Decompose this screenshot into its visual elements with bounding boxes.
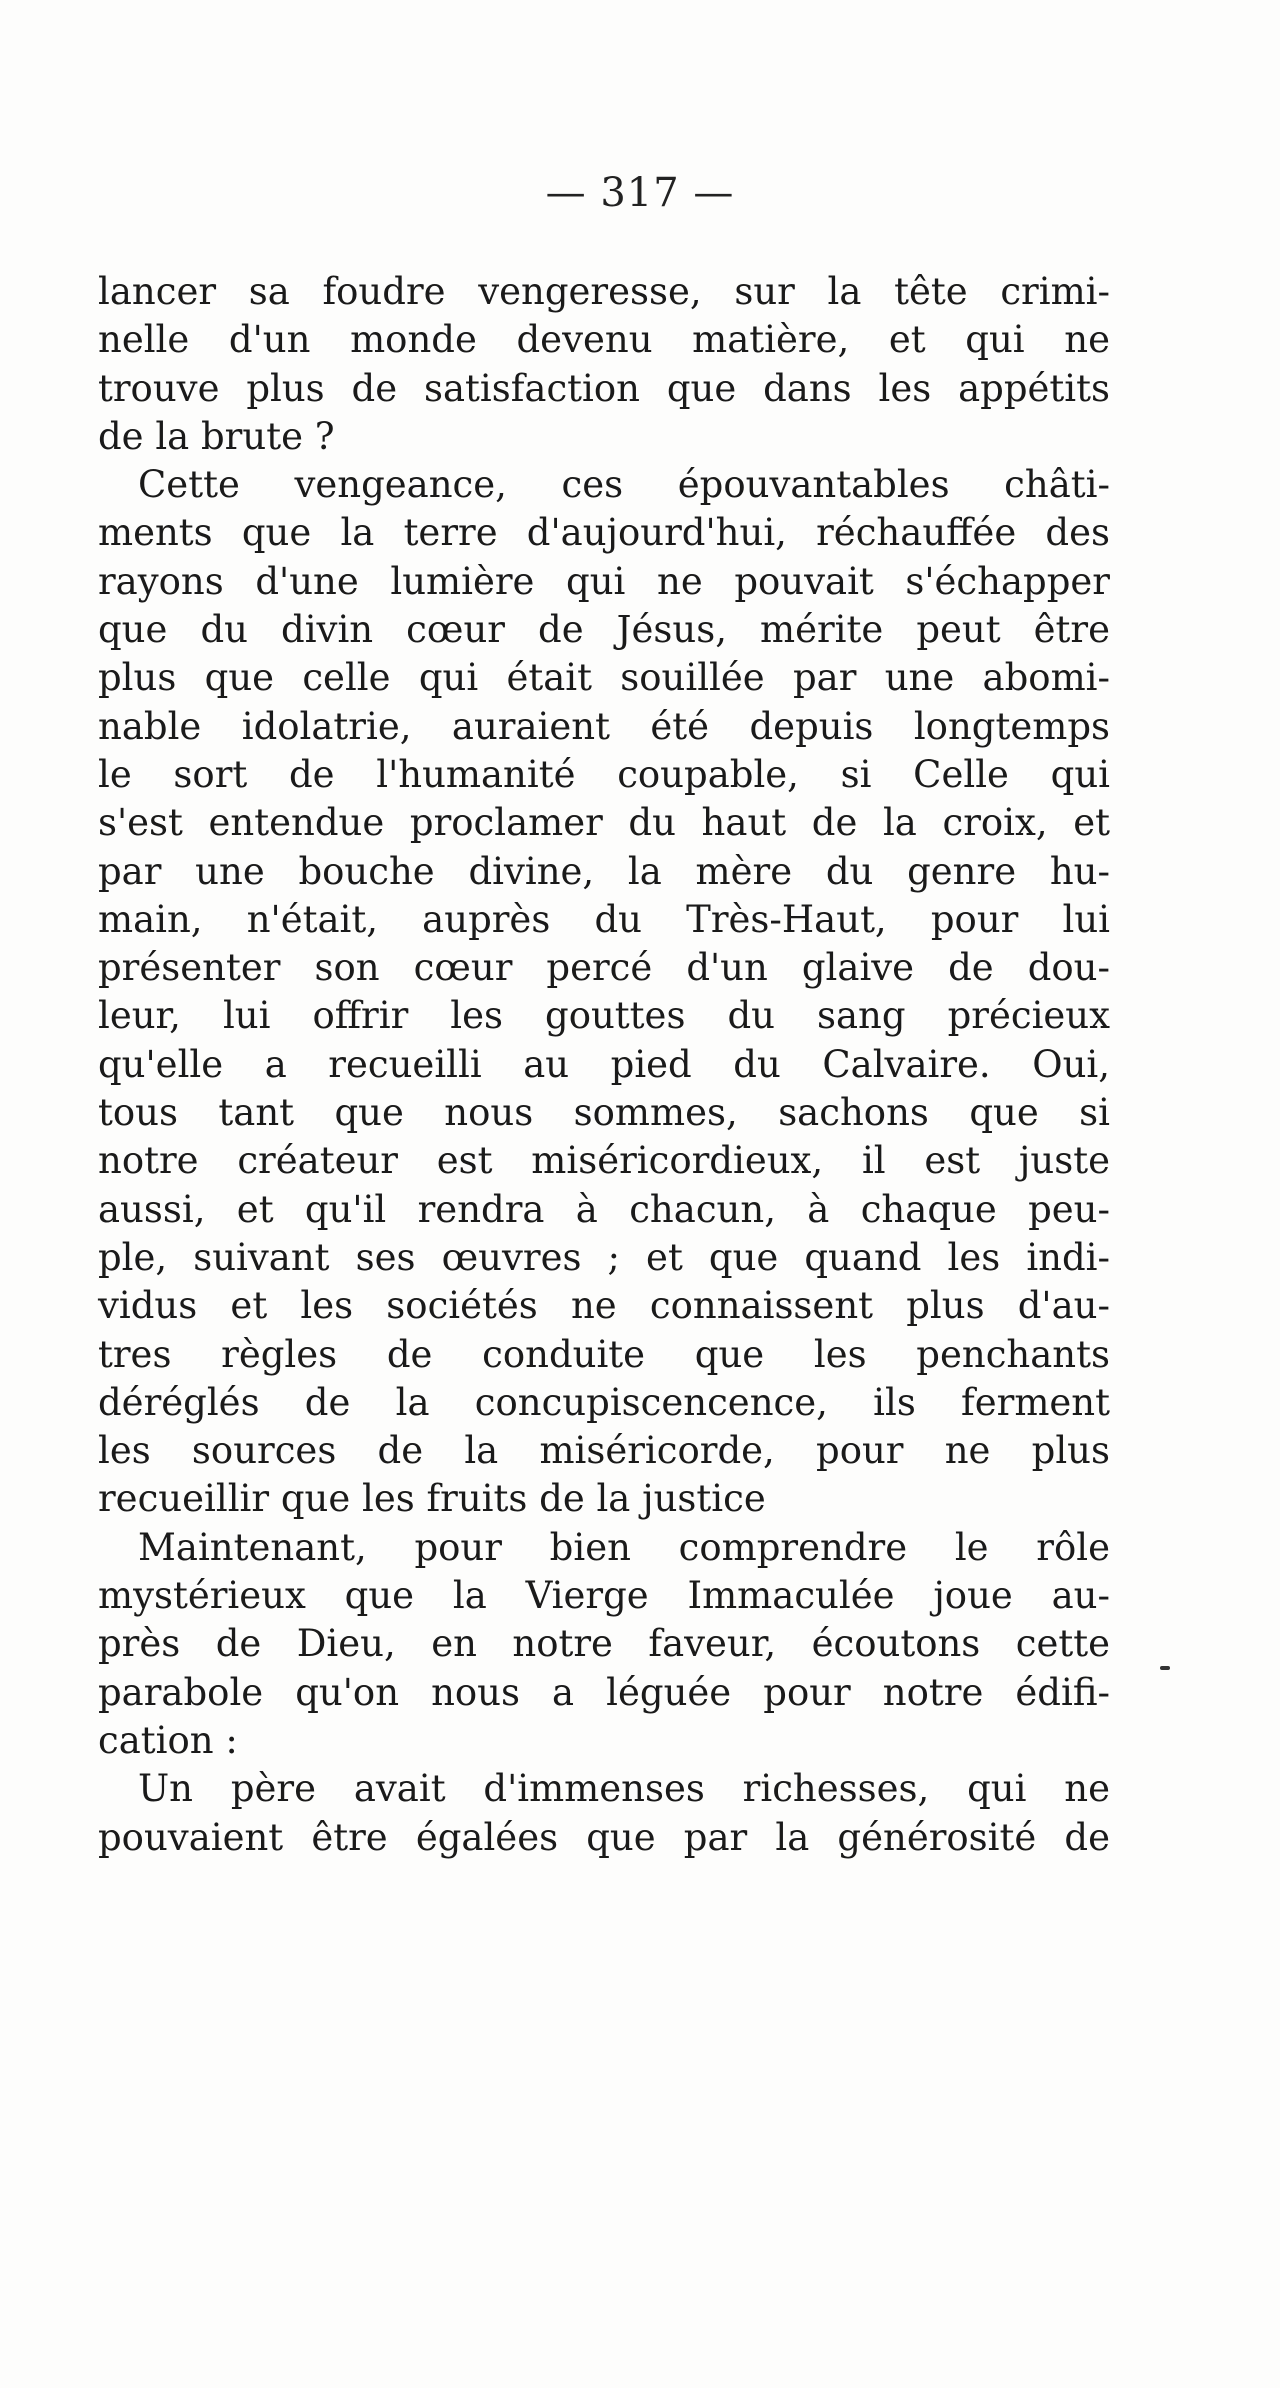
text-line: ments que la terre d'aujourd'hui, réchauffée des	[98, 511, 1110, 555]
text-line: mystérieux que la Vierge Immaculée joue au-	[98, 1574, 1110, 1618]
text-line: tous tant que nous sommes, sachons que si	[98, 1091, 1110, 1135]
text-line: aussi, et qu'il rendra à chacun, à chaque peu-	[98, 1187, 1110, 1231]
text-line: lancer sa foudre vengeresse, sur la tête crimi-	[98, 270, 1110, 313]
text-line: main, n'était, auprès du Très-Haut, pour lui	[98, 897, 1110, 941]
text-line: par une bouche divine, la mère du genre hu-	[98, 849, 1110, 893]
text-line: de la brute ?	[98, 414, 335, 458]
page-number: — 317 —	[545, 170, 735, 216]
text-line: leur, lui offrir les gouttes du sang précieux	[98, 994, 1110, 1038]
text-line: rayons d'une lumière qui ne pouvait s'échapper	[98, 559, 1110, 603]
text-line: cation :	[98, 1718, 238, 1762]
text-line: Un père avait d'immenses richesses, qui ne	[138, 1767, 1110, 1811]
margin-mark	[1160, 1666, 1170, 1670]
text-line: déréglés de la concupiscencence, ils ferment	[98, 1380, 1110, 1424]
text-line: que du divin cœur de Jésus, mérite peut être	[98, 608, 1110, 652]
text-line: vidus et les sociétés ne connaissent plus d'au-	[98, 1284, 1110, 1328]
text-line: Cette vengeance, ces épouvantables châti-	[138, 463, 1110, 507]
text-line: le sort de l'humanité coupable, si Celle qui	[98, 752, 1110, 796]
text-line: près de Dieu, en notre faveur, écoutons cette	[98, 1622, 1110, 1666]
text-line: s'est entendue proclamer du haut de la croix, et	[98, 801, 1110, 845]
text-line: nable idolatrie, auraient été depuis longtemps	[98, 704, 1110, 748]
text-line: recueillir que les fruits de la justice	[98, 1477, 766, 1521]
text-line: pouvaient être égalées que par la générosité de	[98, 1815, 1110, 1859]
text-line: nelle d'un monde devenu matière, et qui ne	[98, 318, 1110, 362]
text-line: qu'elle a recueilli au pied du Calvaire. Oui,	[98, 1042, 1110, 1086]
text-line: parabole qu'on nous a léguée pour notre édifi-	[98, 1670, 1110, 1714]
body-text	[98, 268, 1110, 1862]
text-line: tres règles de conduite que les penchants	[98, 1332, 1110, 1376]
text-line: Maintenant, pour bien comprendre le rôle	[138, 1525, 1110, 1569]
text-line: trouve plus de satisfaction que dans les appétits	[98, 366, 1110, 410]
text-line: les sources de la miséricorde, pour ne plus	[98, 1429, 1110, 1473]
text-line: ple, suivant ses œuvres ; et que quand les indi-	[98, 1235, 1110, 1279]
text-line: plus que celle qui était souillée par une abomi-	[98, 656, 1110, 700]
text-line: présenter son cœur percé d'un glaive de dou-	[98, 946, 1110, 990]
text-line: notre créateur est miséricordieux, il est juste	[98, 1139, 1110, 1183]
